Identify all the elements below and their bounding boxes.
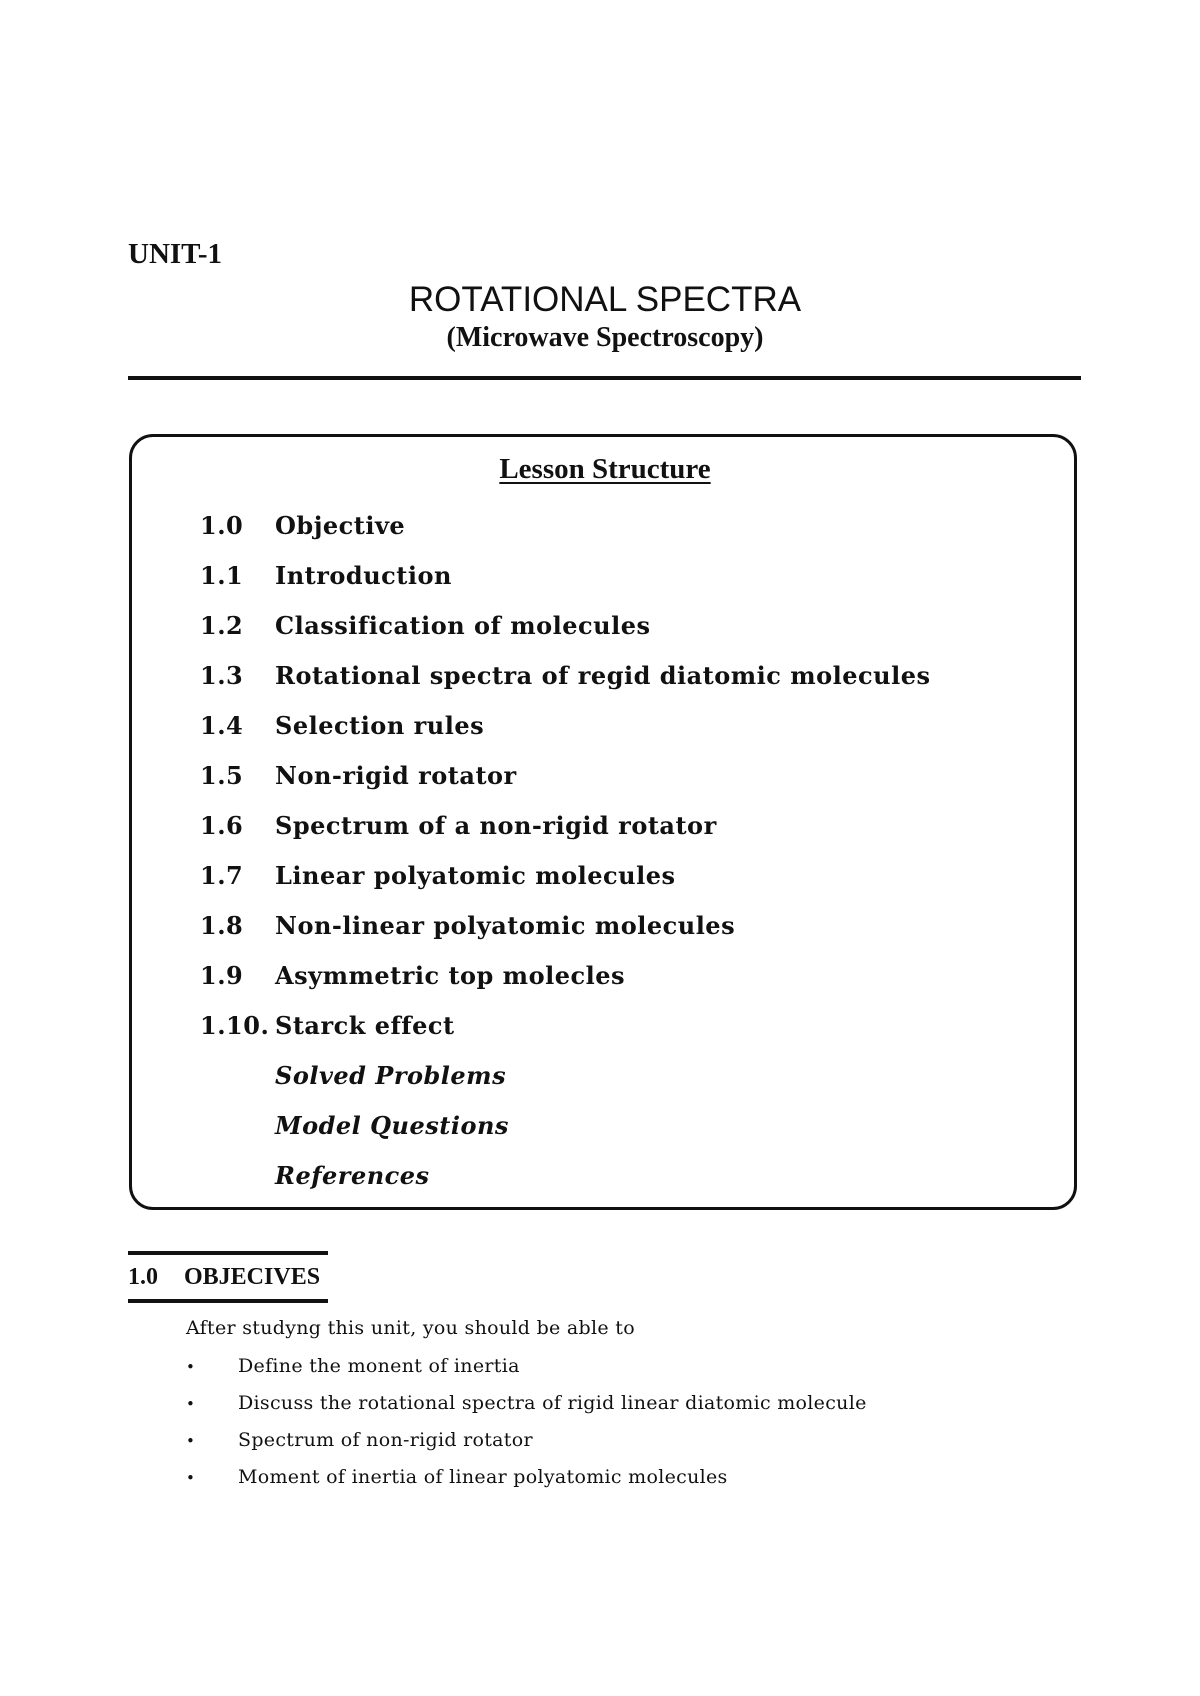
toc-item — [200, 601, 931, 651]
toc-extra-label: Model Questions — [275, 1111, 509, 1140]
objectives-number: 1.0 — [128, 1264, 158, 1290]
toc-item-number: 1.1 — [200, 561, 244, 590]
lesson-structure-list — [200, 501, 931, 1201]
objectives-intro: After studyng this unit, you should be able to — [186, 1317, 635, 1339]
toc-item-label: Asymmetric top molecles — [275, 961, 625, 990]
toc-item-label: Non-linear polyatomic molecules — [275, 911, 736, 940]
toc-item — [200, 501, 931, 551]
toc-item-label: Spectrum of a non-rigid rotator — [275, 811, 717, 840]
list-item — [186, 1351, 867, 1388]
bullet-icon: • — [186, 1469, 196, 1487]
page-subtitle: (Microwave Spectroscopy) — [446, 322, 764, 353]
toc-item — [200, 651, 931, 701]
toc-item-label: Linear polyatomic molecules — [275, 861, 676, 890]
toc-extra-item — [200, 1101, 931, 1151]
list-item — [186, 1462, 867, 1499]
toc-item — [200, 951, 931, 1001]
toc-extra-label: Solved Problems — [275, 1061, 507, 1090]
toc-item-label: Objective — [275, 511, 406, 540]
toc-item-number: 1.5 — [200, 761, 244, 790]
toc-item-number: 1.6 — [200, 811, 244, 840]
toc-item — [200, 901, 931, 951]
list-item — [186, 1425, 867, 1462]
list-item-text: Spectrum of non-rigid rotator — [238, 1429, 533, 1451]
toc-item-number: 1.2 — [200, 611, 244, 640]
toc-item — [200, 751, 931, 801]
toc-item-number: 1.8 — [200, 911, 244, 940]
toc-item-number: 1.3 — [200, 661, 244, 690]
list-item-text: Define the monent of inertia — [238, 1355, 520, 1377]
toc-item — [200, 801, 931, 851]
toc-item-label: Starck effect — [275, 1011, 455, 1040]
toc-item-number: 1.4 — [200, 711, 244, 740]
page-title: ROTATIONAL SPECTRA — [408, 280, 802, 319]
toc-item-label: Selection rules — [275, 711, 485, 740]
toc-item — [200, 551, 931, 601]
toc-item-number: 1.0 — [200, 511, 244, 540]
title-divider — [128, 376, 1081, 380]
toc-item-label: Non-rigid rotator — [275, 761, 517, 790]
unit-label: UNIT-1 — [128, 238, 223, 270]
bullet-icon: • — [186, 1432, 196, 1450]
toc-item-number: 1.10. — [200, 1011, 270, 1040]
toc-item-label: Introduction — [275, 561, 452, 590]
toc-item-number: 1.9 — [200, 961, 244, 990]
toc-item-label: Rotational spectra of regid diatomic molecules — [275, 661, 931, 690]
toc-extra-label: References — [275, 1161, 430, 1190]
bullet-icon: • — [186, 1395, 196, 1413]
list-item — [186, 1388, 867, 1425]
objectives-heading — [128, 1251, 328, 1303]
list-item-text: Discuss the rotational spectra of rigid linear diatomic molecule — [238, 1392, 867, 1414]
toc-extra-item — [200, 1151, 931, 1201]
toc-item — [200, 851, 931, 901]
toc-item — [200, 1001, 931, 1051]
lesson-structure-heading: Lesson Structure — [499, 453, 711, 485]
objectives-title: OBJECIVES — [184, 1264, 321, 1290]
bullet-icon: • — [186, 1358, 196, 1376]
list-item-text: Moment of inertia of linear polyatomic molecules — [238, 1466, 728, 1488]
toc-item-number: 1.7 — [200, 861, 244, 890]
toc-extra-item — [200, 1051, 931, 1101]
objectives-list — [186, 1351, 867, 1499]
toc-item — [200, 701, 931, 751]
toc-item-label: Classification of molecules — [275, 611, 651, 640]
